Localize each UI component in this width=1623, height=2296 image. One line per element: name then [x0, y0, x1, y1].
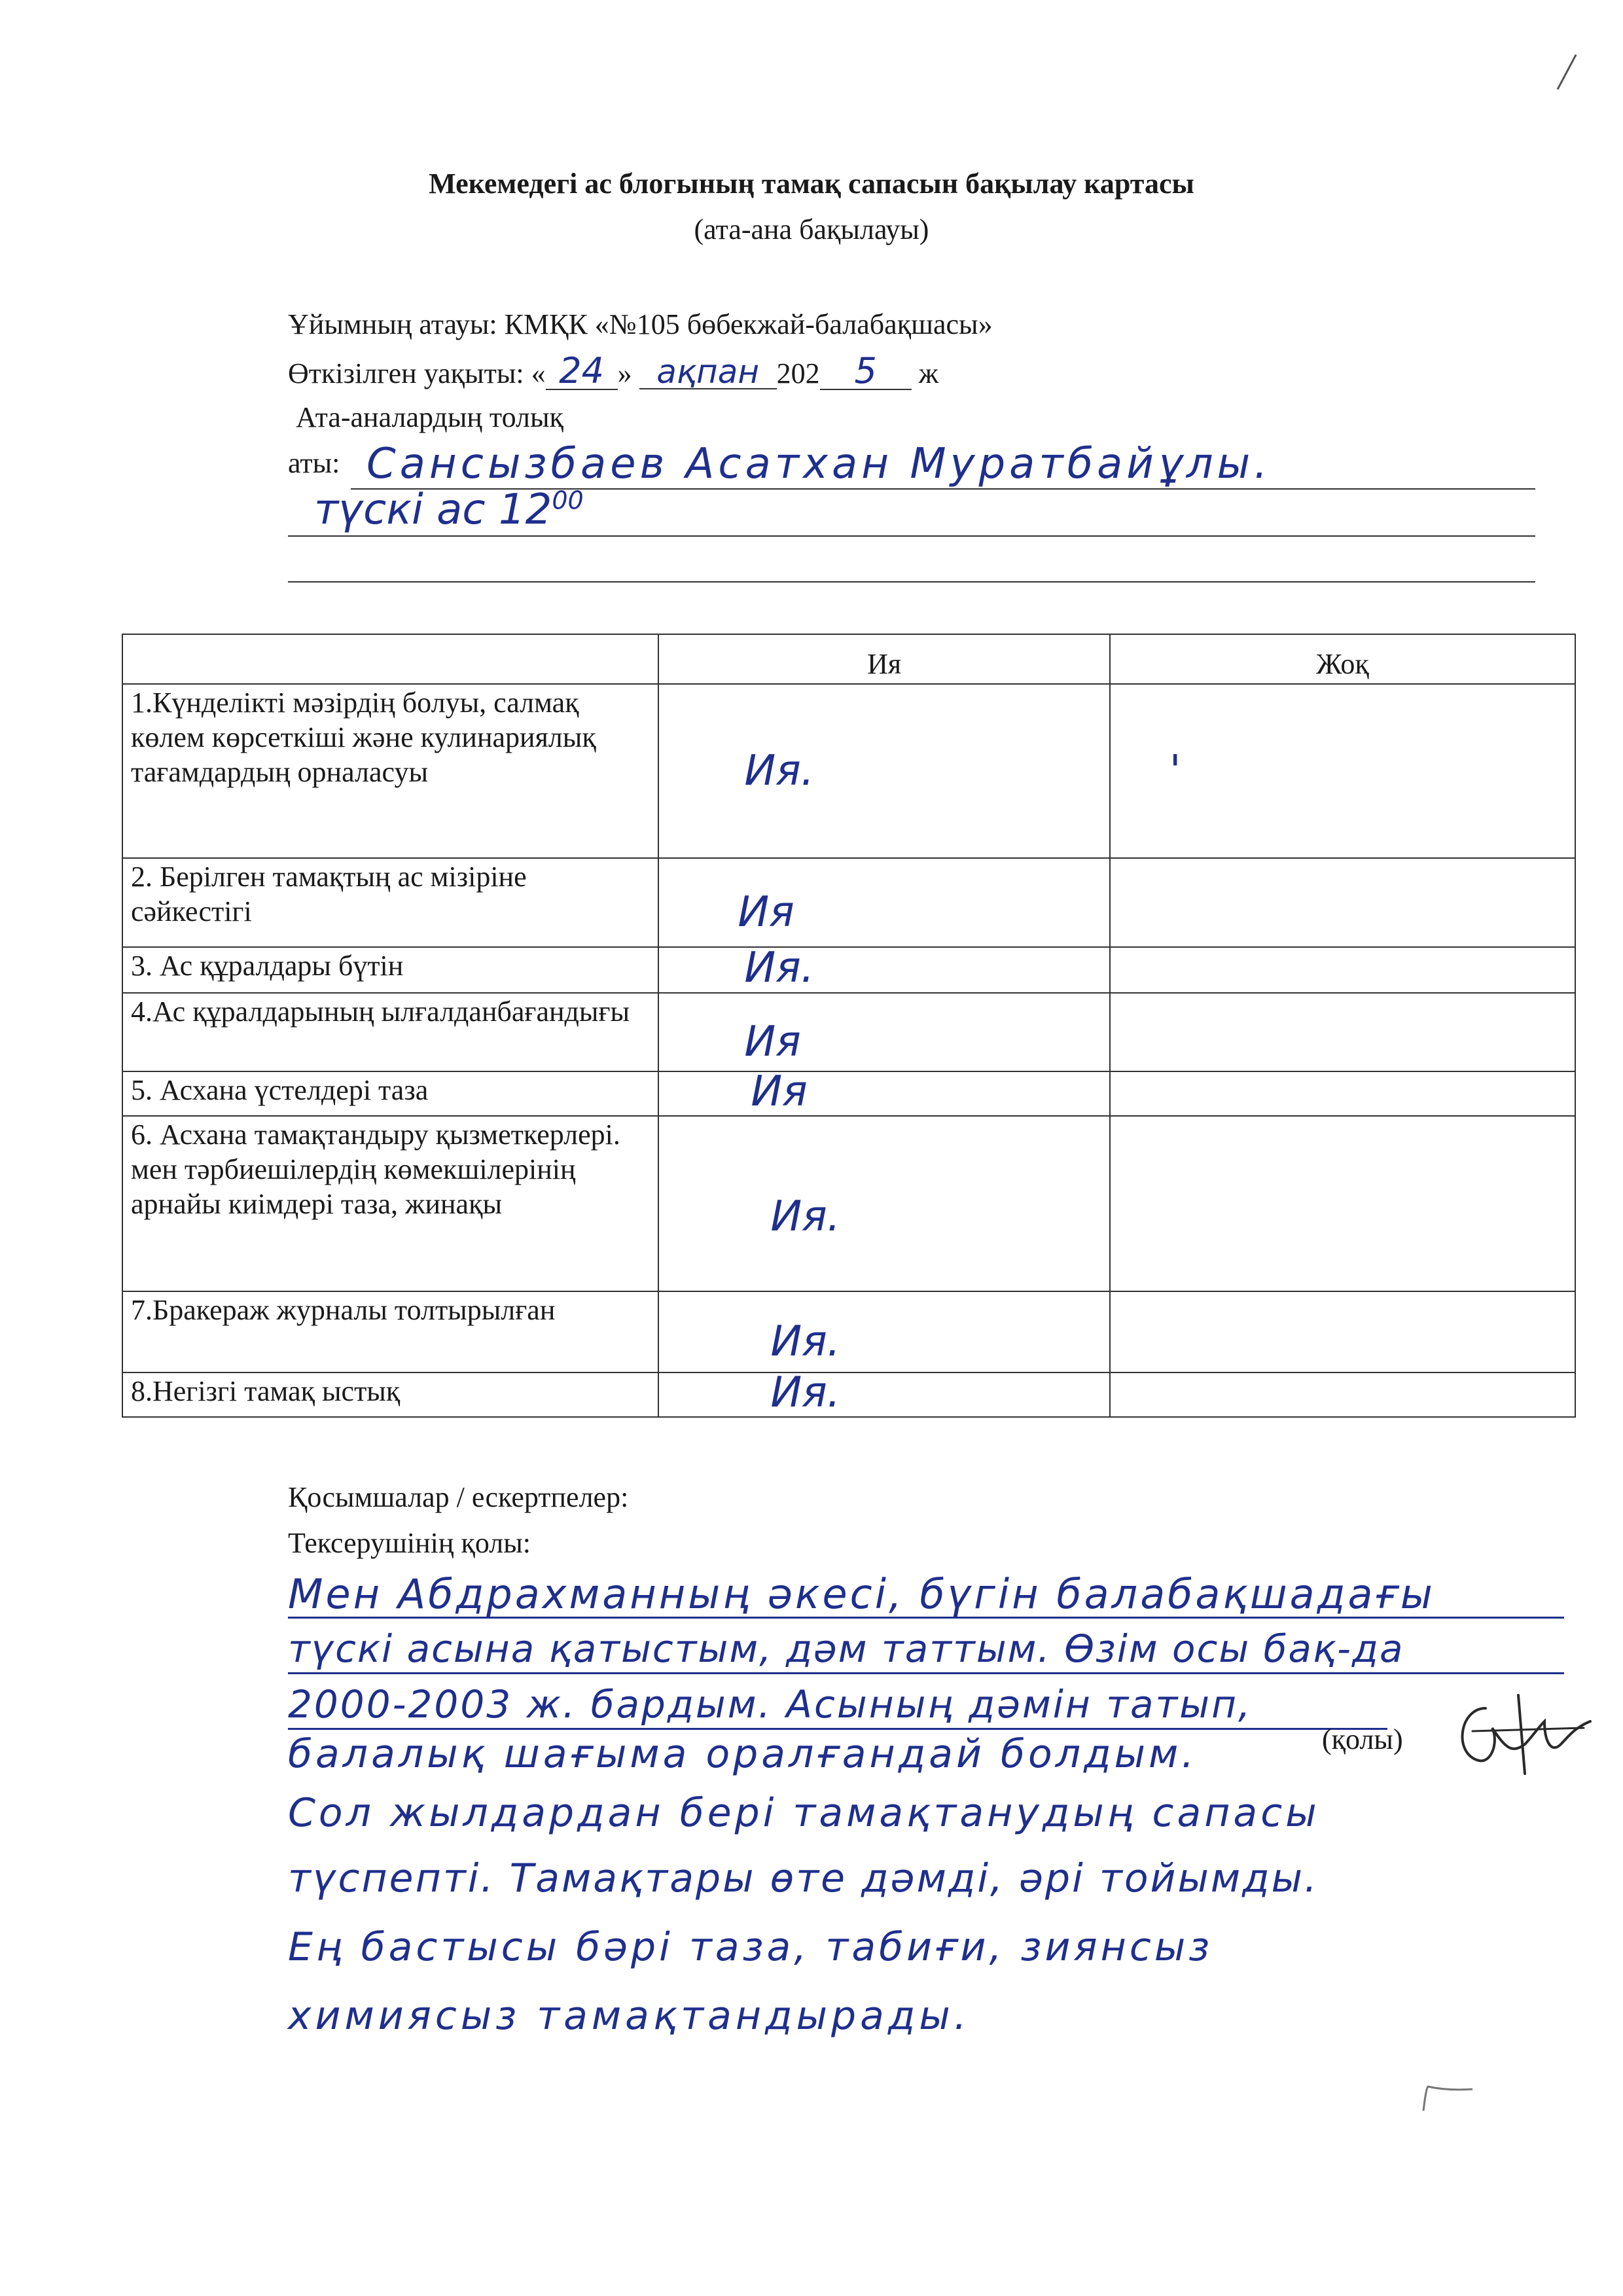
document-subtitle: (ата-ана бақылауы): [694, 213, 929, 245]
no-cell: [1110, 993, 1575, 1071]
note-line: химиясыз тамақтандырады.: [288, 1993, 971, 2039]
signature-label: (қолы): [1322, 1723, 1403, 1755]
criterion-cell: 6. Асхана тамақтандыру қызметкерлері. мен тәрбиешілердің көмекшілерінің арнайы киімдері таза, жинақы: [122, 1116, 658, 1291]
note-line: Сол жылдардан бері тамақтанудың сапасы: [288, 1790, 1320, 1836]
note-line: балалық шағыма оралғандай болдым.: [288, 1731, 1198, 1777]
meal-time: [314, 486, 584, 534]
blank-line-2: [288, 581, 1535, 583]
table-row: [122, 993, 1575, 1071]
date-suffix: ж: [918, 357, 939, 389]
parent-label-line1: Ата-аналардың толық: [296, 401, 563, 433]
note-underline: [288, 1617, 1564, 1619]
table-row: [122, 1291, 1575, 1372]
note-underline: [288, 1728, 1387, 1730]
header-yes: Ия: [658, 634, 1109, 684]
org-line: [288, 308, 993, 342]
table-row: [122, 684, 1575, 858]
criterion-cell: 3. Ас құралдары бүтін: [122, 947, 658, 993]
header-criterion: [122, 634, 658, 684]
date-label: Өткізілген уақыты:: [288, 357, 524, 389]
yes-cell: [658, 1116, 1109, 1291]
document-title: Мекемедегі ас блогының тамақ сапасын бақылау картасы: [429, 168, 1194, 200]
criterion-cell: 7.Бракераж журналы толтырылған: [122, 1291, 658, 1372]
date-year-suffix: 5: [820, 353, 912, 390]
corner-mark: [1557, 54, 1577, 90]
note-line: Мен Абдрахманның әкесі, бүгін балабақшадағы: [288, 1570, 1435, 1618]
header-no: Жоқ: [1110, 634, 1575, 684]
date-open-quote: «: [531, 357, 546, 389]
yes-mark: Ия.: [770, 1317, 841, 1366]
meal-superscript: 00: [552, 486, 584, 515]
no-cell: [1110, 947, 1575, 993]
org-value: КМҚК «№105 бөбекжай-балабақшасы»: [504, 308, 993, 340]
table-header-row: [122, 634, 1575, 684]
criterion-cell: 5. Асхана үстелдері таза: [122, 1071, 658, 1116]
criterion-cell: 8.Негізгі тамақ ыстық: [122, 1372, 658, 1417]
yes-cell: [658, 1291, 1109, 1372]
yes-cell: [658, 944, 1109, 993]
yes-cell: [658, 1369, 1109, 1417]
table-row: [122, 1372, 1575, 1417]
notes-label: Қосымшалар / ескертпелер:: [288, 1481, 629, 1513]
yes-cell: [658, 684, 1109, 858]
note-underline: [288, 1672, 1564, 1674]
table-row: [122, 1116, 1575, 1291]
yes-mark: Ия.: [744, 746, 815, 795]
yes-mark: Ия: [744, 1017, 801, 1066]
note-line: түспепті. Тамақтары өте дәмді, әрі тойымды.: [288, 1856, 1319, 1901]
parent-label-line2: аты:: [288, 447, 340, 479]
signature-scribble: [1446, 1682, 1597, 1787]
org-label: Ұйымның атауы:: [288, 308, 497, 340]
yes-cell: [658, 858, 1109, 947]
table-row: [122, 947, 1575, 993]
yes-mark: Ия: [738, 888, 794, 937]
table-row: [122, 1071, 1575, 1116]
parent-name: Сансызбаев Асатхан Муратбайұлы.: [366, 440, 1272, 488]
yes-cell: [658, 1067, 1109, 1117]
criterion-cell: 4.Ас құралдарының ылғалданбағандығы: [122, 993, 658, 1071]
date-month: ақпан: [639, 355, 777, 389]
stray-hook-mark: [1420, 2081, 1479, 2114]
table-row: [122, 858, 1575, 947]
no-cell: [1110, 1291, 1575, 1372]
no-cell: [1110, 684, 1575, 858]
yes-mark: Ия.: [744, 944, 815, 993]
no-cell: [1110, 858, 1575, 947]
yes-mark: Ия.: [770, 1369, 841, 1417]
note-line: Ең бастысы бәрі таза, табиғи, зиянсыз: [288, 1924, 1213, 1970]
no-cell: [1110, 1071, 1575, 1116]
no-cell: [1110, 1372, 1575, 1417]
date-day: 24: [546, 353, 618, 390]
no-mark: ': [1169, 746, 1181, 795]
note-line: түскі асына қатыстым, дәм таттым. Өзім осы бақ-да: [288, 1626, 1404, 1671]
yes-cell: [658, 993, 1109, 1071]
no-cell: [1110, 1116, 1575, 1291]
inspector-label: Тексерушінің қолы:: [288, 1527, 531, 1559]
date-line: [288, 350, 939, 391]
criterion-cell: 2. Берілген тамақтың ас мізіріне сәйкестігі: [122, 858, 658, 947]
date-close-quote: »: [617, 357, 632, 389]
yes-mark: Ия: [751, 1067, 808, 1117]
checklist-table: [122, 634, 1576, 1418]
blank-line-1: [288, 535, 1535, 537]
yes-mark: Ия.: [770, 1192, 841, 1241]
criterion-cell: 1.Күнделікті мәзірдің болуы, салмақ көлем көрсеткіші және кулинариялық тағамдардың орналасуы: [122, 684, 658, 858]
date-year-prefix: 202: [776, 357, 820, 389]
meal-text: түскі ас 12: [314, 486, 552, 534]
note-line: 2000-2003 ж. бардым. Асының дәмін татып,: [288, 1682, 1253, 1727]
